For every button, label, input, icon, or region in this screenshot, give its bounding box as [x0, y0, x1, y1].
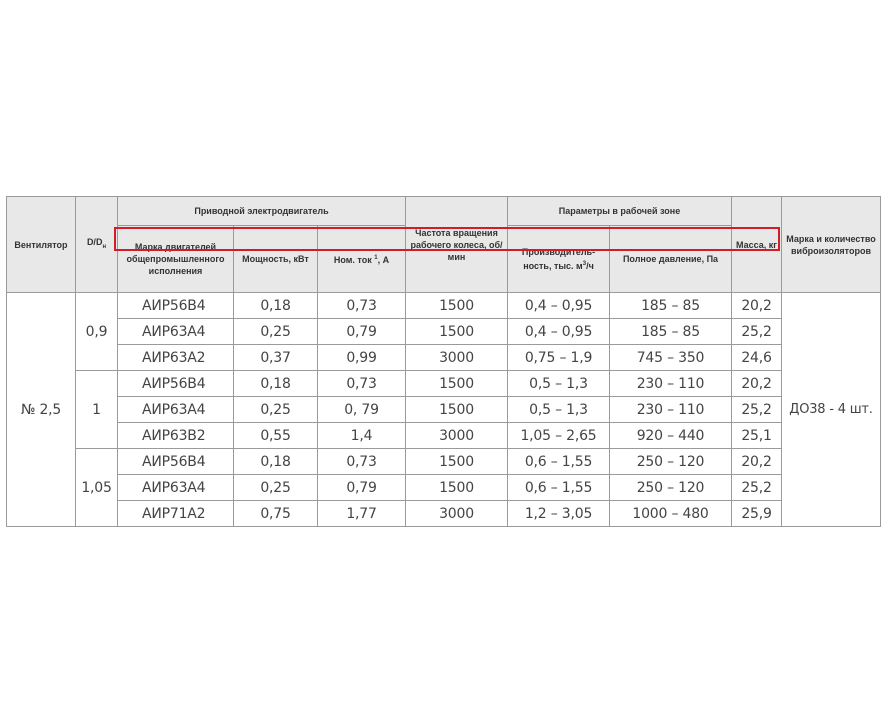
motor-model-cell: АИР63А4 — [118, 397, 234, 423]
ratio-cell: 1,05 — [76, 449, 118, 527]
vibro-isolators-cell: ДО38 - 4 шт. — [782, 293, 881, 527]
motor-model-cell: АИР63А4 — [118, 475, 234, 501]
pressure-cell: 185 – 85 — [610, 293, 732, 319]
current-cell: 0,73 — [318, 293, 406, 319]
pressure-cell: 185 – 85 — [610, 319, 732, 345]
current-cell: 0, 79 — [318, 397, 406, 423]
header-mass: Масса, кг — [732, 197, 782, 293]
table-row — [7, 475, 881, 501]
capacity-cell: 1,2 – 3,05 — [508, 501, 610, 527]
speed-cell: 1500 — [406, 293, 508, 319]
power-cell: 0,25 — [234, 475, 318, 501]
header-work-zone-group: Параметры в рабочей зоне — [508, 197, 732, 226]
current-cell: 0,79 — [318, 475, 406, 501]
header-pressure: Полное давление, Па — [610, 226, 732, 293]
current-cell: 0,73 — [318, 371, 406, 397]
mass-cell: 25,2 — [732, 319, 782, 345]
pressure-cell: 250 – 120 — [610, 449, 732, 475]
header-ratio: $D/D_н$ — [76, 197, 118, 293]
capacity-cell: 0,5 – 1,3 — [508, 371, 610, 397]
current-cell: 0,79 — [318, 319, 406, 345]
current-cell: 0,99 — [318, 345, 406, 371]
mass-cell: 25,2 — [732, 397, 782, 423]
pressure-cell: 250 – 120 — [610, 475, 732, 501]
mass-cell: 24,6 — [732, 345, 782, 371]
power-cell: 0,18 — [234, 293, 318, 319]
current-cell: 1,4 — [318, 423, 406, 449]
power-cell: 0,25 — [234, 397, 318, 423]
speed-cell: 1500 — [406, 319, 508, 345]
header-fan: Вентилятор — [7, 197, 76, 293]
capacity-cell: 0,4 – 0,95 — [508, 293, 610, 319]
mass-cell: 20,2 — [732, 371, 782, 397]
capacity-cell: 0,6 – 1,55 — [508, 449, 610, 475]
fan-spec-table — [6, 196, 881, 527]
table-row — [7, 501, 881, 527]
ratio-cell: 1 — [76, 371, 118, 449]
header-speed: Частота вращения рабочего колеса, об/мин — [406, 197, 508, 293]
power-cell: 0,18 — [234, 449, 318, 475]
motor-model-cell: АИР63В2 — [118, 423, 234, 449]
capacity-cell: 0,5 – 1,3 — [508, 397, 610, 423]
pressure-cell: 230 – 110 — [610, 397, 732, 423]
header-motor-group: Приводной электродвигатель — [118, 197, 406, 226]
table-row — [7, 371, 881, 397]
capacity-cell: 0,75 – 1,9 — [508, 345, 610, 371]
mass-cell: 25,2 — [732, 475, 782, 501]
motor-model-cell: АИР56В4 — [118, 293, 234, 319]
motor-model-cell: АИР56В4 — [118, 449, 234, 475]
power-cell: 0,37 — [234, 345, 318, 371]
capacity-cell: 1,05 – 2,65 — [508, 423, 610, 449]
table-row — [7, 397, 881, 423]
current-cell: 0,73 — [318, 449, 406, 475]
table-row — [7, 293, 881, 319]
pressure-cell: 745 – 350 — [610, 345, 732, 371]
table-row — [7, 319, 881, 345]
speed-cell: 3000 — [406, 345, 508, 371]
speed-cell: 1500 — [406, 397, 508, 423]
mass-cell: 25,1 — [732, 423, 782, 449]
header-current: Ном. ток $^1$, А — [318, 226, 406, 293]
mass-cell: 20,2 — [732, 449, 782, 475]
capacity-cell: 0,4 – 0,95 — [508, 319, 610, 345]
spec-table-wrapper — [6, 196, 881, 527]
header-capacity: Производитель-ность, тыс. $м^3/ч$ — [508, 226, 610, 293]
speed-cell: 1500 — [406, 449, 508, 475]
mass-cell: 20,2 — [732, 293, 782, 319]
header-power: Мощность, кВт — [234, 226, 318, 293]
speed-cell: 1500 — [406, 475, 508, 501]
header-vibro: Марка и количество виброизоляторов — [782, 197, 881, 293]
motor-model-cell: АИР56В4 — [118, 371, 234, 397]
table-row — [7, 345, 881, 371]
table-row — [7, 449, 881, 475]
power-cell: 0,55 — [234, 423, 318, 449]
speed-cell: 3000 — [406, 501, 508, 527]
speed-cell: 1500 — [406, 371, 508, 397]
current-cell: 1,77 — [318, 501, 406, 527]
motor-model-cell: АИР71А2 — [118, 501, 234, 527]
power-cell: 0,25 — [234, 319, 318, 345]
speed-cell: 3000 — [406, 423, 508, 449]
fan-number-cell: № 2,5 — [7, 293, 76, 527]
pressure-cell: 230 – 110 — [610, 371, 732, 397]
table-body — [7, 293, 881, 527]
table-row — [7, 423, 881, 449]
capacity-cell: 0,6 – 1,55 — [508, 475, 610, 501]
pressure-cell: 1000 – 480 — [610, 501, 732, 527]
motor-model-cell: АИР63А2 — [118, 345, 234, 371]
mass-cell: 25,9 — [732, 501, 782, 527]
pressure-cell: 920 – 440 — [610, 423, 732, 449]
power-cell: 0,18 — [234, 371, 318, 397]
ratio-cell: 0,9 — [76, 293, 118, 371]
motor-model-cell: АИР63А4 — [118, 319, 234, 345]
power-cell: 0,75 — [234, 501, 318, 527]
header-motor-brand: Марка двигателей общепромышленного исполнения — [118, 226, 234, 293]
